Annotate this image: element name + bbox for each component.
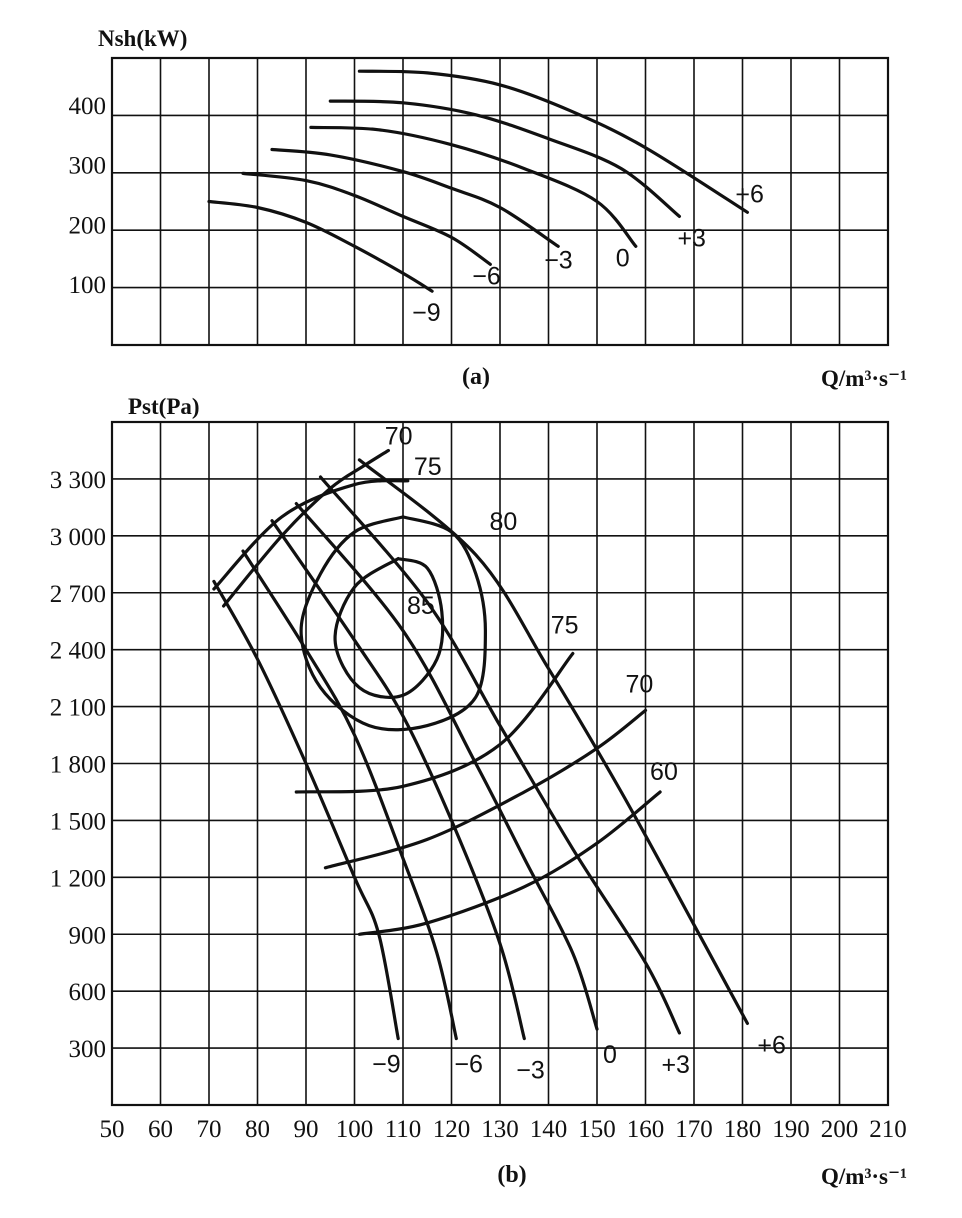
panel-a [69, 26, 908, 391]
panel-a-curve-+3 [330, 101, 679, 216]
panel-b-curve-0 [296, 504, 597, 1030]
panel-b-x-axis-title: Q/m³·s⁻¹ [821, 1164, 907, 1189]
panel-b-x-tick-label: 110 [384, 1116, 422, 1143]
panel-b-x-tick-label: 150 [578, 1116, 616, 1143]
panel-b-y-tick-label: 2 700 [49, 580, 106, 608]
panel-a-y-tick-label: 100 [68, 272, 106, 300]
panel-a-curve-label: −6 [472, 262, 501, 291]
panel-b-y-tick-label: 2 400 [49, 637, 106, 665]
panel-b-y-tick-label: 300 [68, 1036, 106, 1064]
panel-b-x-tick-label: 100 [335, 1116, 374, 1143]
panel-a-curve-labels [412, 180, 764, 327]
panel-b-curve-label: +6 [757, 1031, 786, 1060]
panel-b-efficiency-label: 75 [550, 611, 579, 640]
panel-a-grid [112, 58, 888, 345]
panel-b-curve-label: 0 [603, 1041, 617, 1070]
panel-b-curve-label: −3 [516, 1056, 545, 1085]
panel-b-x-tick-label: 210 [869, 1116, 907, 1143]
panel-b-x-tick-label: 190 [772, 1116, 810, 1143]
panel-a-curve-label: +6 [735, 180, 764, 209]
panel-b-y-tick-label: 1 200 [49, 865, 106, 893]
panel-b-x-tick-label: 80 [245, 1116, 270, 1143]
panel-b-efficiency-label: 85 [407, 591, 435, 620]
panel-b-x-tick-label: 170 [675, 1116, 713, 1143]
panel-b-curve--6 [243, 551, 456, 1039]
panel-b-caption: (b) [497, 1162, 527, 1188]
panel-a-curve-label: +3 [677, 224, 706, 253]
panel-a-curves [209, 71, 747, 291]
panel-b-y-axis-title: Pst(Pa) [128, 394, 200, 419]
panel-b-x-ticks [100, 1116, 907, 1143]
panel-b-y-tick-label: 1 800 [49, 751, 106, 779]
panel-b [50, 394, 907, 1189]
panel-a-curve-label: 0 [615, 244, 630, 273]
panel-b-x-tick-label: 60 [148, 1116, 173, 1143]
panel-b-efficiency-contour-85 [335, 559, 443, 698]
panel-a-y-ticks [69, 93, 107, 299]
panel-a-curve--6 [243, 173, 490, 264]
panel-a-x-axis-title: Q/m³·s⁻¹ [821, 366, 907, 391]
panel-a-curve-label: −3 [544, 246, 573, 275]
panel-b-efficiency-label: 70 [625, 670, 654, 699]
panel-b-x-tick-label: 160 [626, 1116, 665, 1143]
panel-b-curve-label: −9 [372, 1050, 401, 1079]
panel-b-x-tick-label: 90 [293, 1116, 319, 1143]
panel-b-x-tick-label: 140 [529, 1116, 568, 1143]
panel-b-efficiency-contours [214, 451, 660, 935]
panel-a-curve-0 [311, 127, 636, 246]
panel-b-x-tick-label: 180 [723, 1116, 762, 1143]
panel-b-x-tick-label: 70 [196, 1116, 222, 1143]
panel-b-y-tick-label: 1 500 [49, 808, 106, 836]
panel-a-caption: (a) [462, 364, 490, 390]
panel-b-y-tick-label: 900 [68, 922, 106, 950]
panel-b-efficiency-label: 70 [384, 422, 413, 451]
panel-b-curve-label: −6 [454, 1050, 483, 1079]
panel-b-efficiency-label: 75 [413, 452, 442, 481]
panel-b-x-tick-label: 120 [432, 1116, 471, 1143]
panel-b-y-tick-label: 2 100 [49, 694, 106, 722]
panel-b-curve-labels [372, 422, 786, 1084]
panel-b-y-ticks [50, 467, 106, 1063]
panel-a-y-tick-label: 200 [68, 212, 106, 240]
panel-a-y-axis-title: Nsh(kW) [98, 26, 188, 51]
panel-b-y-tick-label: 3 300 [49, 466, 106, 494]
panel-b-y-tick-label: 3 000 [49, 523, 106, 551]
panel-b-x-tick-label: 50 [99, 1116, 125, 1143]
panel-b-x-tick-label: 200 [820, 1116, 859, 1143]
panel-b-y-tick-label: 600 [68, 979, 106, 1007]
panel-a-curve-label: −9 [412, 299, 441, 328]
panel-b-x-tick-label: 130 [481, 1116, 519, 1143]
panel-b-curves [214, 460, 748, 1039]
panel-b-curve-label: +3 [661, 1050, 690, 1079]
panel-a-y-tick-label: 400 [68, 92, 106, 120]
panel-b-efficiency-label: 60 [650, 757, 678, 786]
panel-a-y-tick-label: 300 [68, 152, 106, 180]
panel-b-efficiency-contour-75 [214, 481, 408, 589]
panel-b-efficiency-label: 80 [489, 508, 518, 537]
